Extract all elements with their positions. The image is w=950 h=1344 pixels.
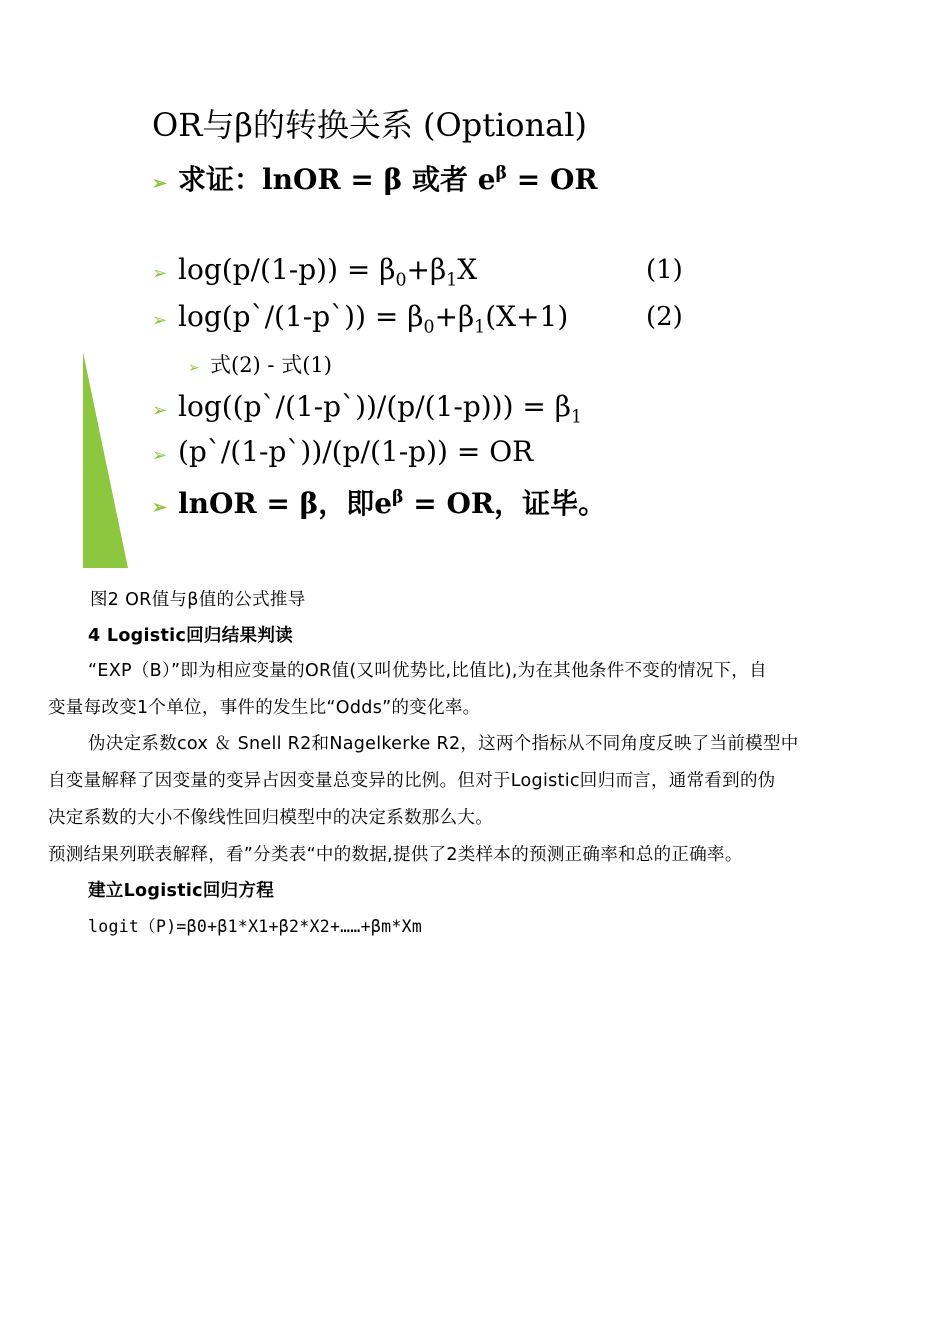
slide-equation-2: ➢ log(p`/(1-p`)) = $\beta_0+\beta_1(X+1)$ [152, 300, 569, 338]
slide-equation-1: ➢ $\log(p/(1-p)) = \beta_0+\beta_1X$ [152, 253, 478, 291]
slide-sub-step: ➢ 式(2) - 式(1) [188, 353, 332, 377]
slide-conclusion: ➢ lnOR = β，即$e^\beta$ = OR，证毕。 [152, 487, 607, 520]
formula-slide-figure [80, 90, 700, 570]
paragraph-2-line-2: 自变量解释了因变量的变异占因变量总变异的比例。但对于Logistic回归而言，通常看到的伪 [48, 771, 776, 791]
slide-equation-3: ➢ log((p`/(1-p`))/(p/(1-p))) = $\beta_1$ [152, 390, 583, 428]
bullet-arrow-icon: ➢ [152, 263, 168, 284]
paragraph-1-line-2: 变量每改变1个单位，事件的发生比“Odds”的变化率。 [48, 698, 481, 718]
section-heading: 4 Logistic回归结果判读 [88, 626, 293, 646]
subheading: 建立Logistic回归方程 [88, 881, 275, 901]
paragraph-2-line-1: 伪决定系数cox ＆ Snell R2和Nagelkerke R2，这两个指标从不同角度反映了当前模型中 [88, 734, 799, 754]
bullet-arrow-icon: ➢ [152, 173, 168, 194]
bullet-arrow-icon: ➢ [188, 360, 200, 376]
equation-number-1: (1) [646, 255, 683, 285]
paragraph-2-line-3: 决定系数的大小不像线性回归模型中的决定系数那么大。 [48, 808, 493, 828]
paragraph-1-line-1: “EXP（B）”即为相应变量的OR值(又叫优势比,比值比),为在其他条件不变的情况下，自 [88, 661, 767, 681]
green-triangle-decoration [80, 90, 130, 570]
figure-caption: 图2 OR值与β值的公式推导 [90, 590, 306, 610]
bullet-arrow-icon: ➢ [152, 497, 168, 518]
slide-title: OR与β的转换关系 (Optional) [152, 106, 587, 144]
bullet-arrow-icon: ➢ [152, 400, 168, 421]
regression-formula: logit（P)=β0+β1*X1+β2*X2+……+βm*Xm [88, 917, 423, 936]
bullet-arrow-icon: ➢ [152, 310, 168, 331]
equation-number-2: (2) [646, 302, 683, 332]
slide-proof-statement: ➢ 求证：lnOR = β 或者 $e^\beta$ = OR [152, 163, 598, 196]
paragraph-3: 预测结果列联表解释，看”分类表“中的数据,提供了2类样本的预测正确率和总的正确率。 [48, 845, 743, 865]
bullet-arrow-icon: ➢ [152, 445, 168, 466]
slide-equation-4: ➢ (p`/(1-p`))/(p/(1-p)) = OR [152, 435, 534, 468]
